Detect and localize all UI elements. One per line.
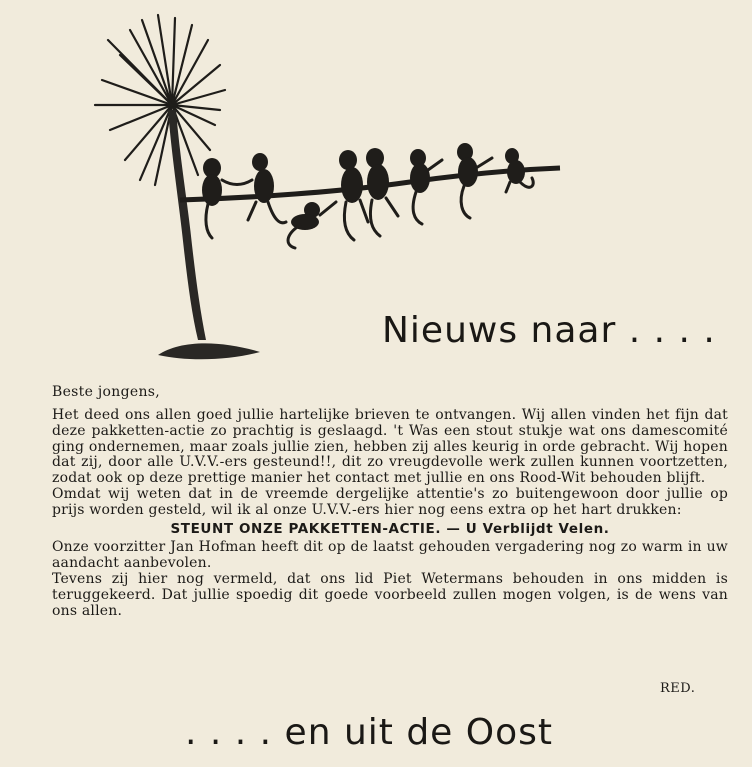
headline-nieuws-naar: Nieuws naar . . . . (382, 310, 716, 351)
ground (158, 343, 260, 359)
letter-paragraph: Het deed ons allen goed jullie hartelijke brieven te ontvangen. Wij allen vinden het fijn dat deze pakketten-actie zo prachtig is geslaagd. 't Was een stout stukje wat ons damescomité ging ondernemen, maar zoals jullie zien, hebben zij alles keurig in orde gebracht. Wij hopen dat zij, door alle U.V.V.-ers gesteund!!, dit zo vreugdevolle werk zullen kunnen voortzetten, zodat ook op deze prettige manier het contact met jullie en ons Rood-Wit behouden blijft. (52, 407, 728, 487)
slogan-steunt-onze-pakketten-actie: STEUNT ONZE PAKKETTEN-ACTIE. — U Verblijdt Velen. (170, 520, 610, 537)
letter-signature: RED. (660, 681, 696, 696)
palm-fronds (95, 15, 225, 185)
letter-paragraph: Tevens zij hier nog vermeld, dat ons lid Piet Wetermans behouden in ons midden is teruggekeerd. Dat jullie spoedig dit goede voorbeeld zullen mogen volgen, is de wens van ons allen. (52, 570, 728, 619)
headline-en-uit-de-oost: . . . . en uit de Oost (185, 712, 554, 753)
letter-paragraph: Onze voorzitter Jan Hofman heeft dit op de laatst gehouden vergadering nog zo warm in uw aandacht aanbevolen. (52, 539, 728, 572)
letter-body (52, 408, 728, 619)
letter-paragraph: Omdat wij weten dat in de vreemde dergelijke attentie's zo buitengewoon door jullie op prijs worden gesteld, wil ik al onze U.V.V.-ers hier nog eens extra op het hart drukken: (52, 485, 728, 518)
letter-salutation: Beste jongens, (52, 384, 161, 400)
